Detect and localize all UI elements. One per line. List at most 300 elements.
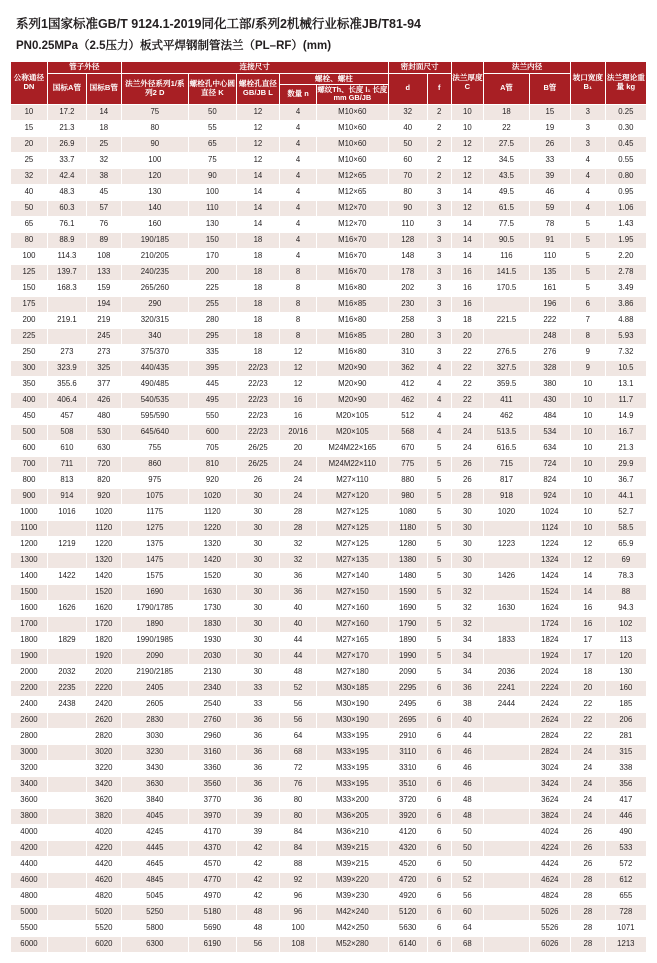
table-cell: 28 — [570, 904, 605, 920]
table-cell: M12×70 — [317, 200, 389, 216]
table-cell: 610 — [47, 440, 86, 456]
table-cell: 4600 — [11, 872, 48, 888]
table-cell: 1520 — [188, 568, 236, 584]
table-cell: 2600 — [11, 712, 48, 728]
table-cell: 3 — [427, 248, 451, 264]
table-cell: 338 — [605, 760, 646, 776]
table-cell: 800 — [11, 472, 48, 488]
table-cell: 1829 — [47, 632, 86, 648]
table-cell: 3030 — [121, 728, 188, 744]
table-row — [11, 696, 647, 712]
table-cell: 46 — [451, 776, 484, 792]
table-cell: 3.86 — [605, 296, 646, 312]
table-cell: 412 — [388, 376, 427, 392]
table-cell: M16×70 — [317, 232, 389, 248]
table-cell: 5 — [570, 248, 605, 264]
table-cell: 1630 — [484, 600, 530, 616]
table-cell: 48 — [280, 664, 317, 680]
table-cell: 17 — [570, 632, 605, 648]
table-cell: 50 — [11, 200, 48, 216]
table-cell: 44 — [280, 632, 317, 648]
table-cell — [484, 808, 530, 824]
table-cell: 3 — [427, 296, 451, 312]
table-cell — [47, 856, 86, 872]
table-cell: 5120 — [388, 904, 427, 920]
table-cell: 36 — [280, 568, 317, 584]
table-cell — [47, 888, 86, 904]
table-cell: 12 — [570, 536, 605, 552]
table-cell: 670 — [388, 440, 427, 456]
table-cell: 813 — [47, 472, 86, 488]
table-cell: 4 — [280, 184, 317, 200]
table-cell: 3970 — [188, 808, 236, 824]
table-cell: 8 — [280, 280, 317, 296]
table-cell: 248 — [529, 328, 570, 344]
table-body — [11, 104, 647, 952]
table-cell: 3920 — [388, 808, 427, 824]
table-cell: M33×195 — [317, 744, 389, 760]
table-cell: M39×220 — [317, 872, 389, 888]
table-cell: 3430 — [121, 760, 188, 776]
table-cell: 2540 — [188, 696, 236, 712]
table-cell: 24 — [280, 456, 317, 472]
table-cell: 196 — [529, 296, 570, 312]
table-cell: 3720 — [388, 792, 427, 808]
table-cell: 3510 — [388, 776, 427, 792]
table-cell: 350 — [11, 376, 48, 392]
table-cell: 335 — [188, 344, 236, 360]
table-cell: 1000 — [11, 504, 48, 520]
table-cell: 1219 — [47, 536, 86, 552]
table-cell: 28 — [570, 872, 605, 888]
table-cell: 1.06 — [605, 200, 646, 216]
table-cell: 40 — [451, 712, 484, 728]
table-cell: 20 — [280, 440, 317, 456]
table-cell: 4370 — [188, 840, 236, 856]
table-cell: 920 — [188, 472, 236, 488]
table-cell: 1180 — [388, 520, 427, 536]
table-cell: 5000 — [11, 904, 48, 920]
table-cell: 30 — [236, 616, 279, 632]
table-row — [11, 120, 647, 136]
table-cell: M27×120 — [317, 488, 389, 504]
table-cell: M42×250 — [317, 920, 389, 936]
table-cell: 1790/1785 — [121, 600, 188, 616]
table-cell: 711 — [47, 456, 86, 472]
table-cell: 1300 — [11, 552, 48, 568]
table-cell: 12 — [236, 120, 279, 136]
table-cell: 30 — [236, 600, 279, 616]
table-cell: 1120 — [86, 520, 121, 536]
table-cell: 185 — [605, 696, 646, 712]
table-cell: 5500 — [11, 920, 48, 936]
table-cell: 56 — [280, 696, 317, 712]
table-cell: 170.5 — [484, 280, 530, 296]
table-cell: M10×60 — [317, 120, 389, 136]
table-row — [11, 168, 647, 184]
table-cell: 14 — [236, 184, 279, 200]
table-cell: 8 — [280, 296, 317, 312]
table-cell: 1920 — [86, 648, 121, 664]
table-cell: 26 — [570, 856, 605, 872]
table-cell: 5 — [427, 632, 451, 648]
table-cell: 4 — [280, 200, 317, 216]
table-cell: 1524 — [529, 584, 570, 600]
table-cell: 480 — [86, 408, 121, 424]
table-cell: 6 — [427, 776, 451, 792]
table-cell: 16 — [280, 408, 317, 424]
table-cell: 6000 — [11, 936, 48, 952]
table-cell: 6 — [427, 888, 451, 904]
table-cell: 32 — [11, 168, 48, 184]
table-cell: 315 — [605, 744, 646, 760]
table-cell: 94.3 — [605, 600, 646, 616]
table-cell: 2200 — [11, 680, 48, 696]
table-cell: 1630 — [188, 584, 236, 600]
table-cell: 10 — [570, 408, 605, 424]
table-cell: 600 — [11, 440, 48, 456]
table-cell: 14 — [451, 184, 484, 200]
table-cell: 30 — [236, 648, 279, 664]
table-cell: 24 — [451, 440, 484, 456]
table-cell: M16×70 — [317, 248, 389, 264]
th-seal-group: 密封面尺寸 — [388, 62, 451, 74]
table-cell: 34.5 — [484, 152, 530, 168]
table-cell: 3624 — [529, 792, 570, 808]
table-cell: 10 — [570, 456, 605, 472]
table-cell: 6190 — [188, 936, 236, 952]
table-cell: 219 — [86, 312, 121, 328]
table-cell: 5 — [427, 584, 451, 600]
table-cell: 22 — [484, 120, 530, 136]
table-cell: 1224 — [529, 536, 570, 552]
table-cell: 16 — [451, 296, 484, 312]
table-cell: 1900 — [11, 648, 48, 664]
table-cell: 65.9 — [605, 536, 646, 552]
table-cell — [484, 824, 530, 840]
table-cell: 110 — [388, 216, 427, 232]
table-cell: 1220 — [188, 520, 236, 536]
table-cell — [47, 744, 86, 760]
table-cell: 4770 — [188, 872, 236, 888]
table-cell: 1890 — [388, 632, 427, 648]
table-cell: 273 — [47, 344, 86, 360]
table-cell: 2.20 — [605, 248, 646, 264]
table-cell: 1024 — [529, 504, 570, 520]
table-row — [11, 552, 647, 568]
table-cell: 3 — [570, 120, 605, 136]
table-cell: 190/185 — [121, 232, 188, 248]
table-cell: 55 — [188, 120, 236, 136]
table-cell — [484, 616, 530, 632]
table-cell: 65 — [11, 216, 48, 232]
table-cell: 359.5 — [484, 376, 530, 392]
table-cell: 128 — [388, 232, 427, 248]
table-cell: 20 — [11, 136, 48, 152]
table-cell: 290 — [121, 296, 188, 312]
table-cell: 595/590 — [121, 408, 188, 424]
table-cell: 18 — [236, 328, 279, 344]
table-cell: 52.7 — [605, 504, 646, 520]
table-cell: 50 — [451, 824, 484, 840]
table-cell: 10 — [11, 104, 48, 120]
table-cell: 2090 — [388, 664, 427, 680]
table-cell: 22 — [451, 376, 484, 392]
table-cell: 26.9 — [47, 136, 86, 152]
table-cell: 14 — [451, 216, 484, 232]
table-cell: 72 — [280, 760, 317, 776]
table-row — [11, 888, 647, 904]
table-cell: 20 — [451, 328, 484, 344]
table-cell: 5 — [427, 536, 451, 552]
table-cell: 44 — [280, 648, 317, 664]
table-cell: 5250 — [121, 904, 188, 920]
table-cell: 3420 — [86, 776, 121, 792]
table-cell — [47, 648, 86, 664]
table-cell: 22/23 — [236, 360, 279, 376]
table-cell: 1375 — [121, 536, 188, 552]
table-cell: 900 — [11, 488, 48, 504]
table-cell: 48.3 — [47, 184, 86, 200]
table-cell: 5 — [427, 600, 451, 616]
table-cell: 200 — [11, 312, 48, 328]
table-cell: 280 — [388, 328, 427, 344]
table-cell: 46 — [451, 744, 484, 760]
table-row — [11, 904, 647, 920]
table-cell: 250 — [11, 344, 48, 360]
table-cell: 2030 — [188, 648, 236, 664]
table-cell: 24 — [570, 808, 605, 824]
table-cell: 3630 — [121, 776, 188, 792]
table-cell: 91 — [529, 232, 570, 248]
table-cell: 22 — [570, 696, 605, 712]
table-cell: 255 — [188, 296, 236, 312]
table-cell: 276.5 — [484, 344, 530, 360]
table-cell: 2.78 — [605, 264, 646, 280]
table-cell: 1200 — [11, 536, 48, 552]
table-cell: 340 — [121, 328, 188, 344]
table-cell: 5 — [427, 456, 451, 472]
table-cell: 14 — [451, 232, 484, 248]
table-cell: 4 — [427, 408, 451, 424]
table-cell: 10 — [451, 104, 484, 120]
table-cell: 50 — [188, 104, 236, 120]
table-cell: M27×125 — [317, 536, 389, 552]
table-row — [11, 360, 647, 376]
table-cell: 775 — [388, 456, 427, 472]
table-cell: 8 — [570, 328, 605, 344]
table-cell: 56 — [236, 936, 279, 952]
table-cell: 4220 — [86, 840, 121, 856]
table-cell — [47, 872, 86, 888]
table-cell: 4 — [280, 216, 317, 232]
table-cell: 12 — [451, 152, 484, 168]
table-cell: 0.80 — [605, 168, 646, 184]
table-cell: 113 — [605, 632, 646, 648]
table-cell: 80 — [121, 120, 188, 136]
table-cell: 75 — [188, 152, 236, 168]
table-cell: 44.1 — [605, 488, 646, 504]
table-cell: 30 — [236, 632, 279, 648]
table-cell — [47, 776, 86, 792]
table-cell: 655 — [605, 888, 646, 904]
table-cell: 89 — [86, 232, 121, 248]
th-bolt-thread: 螺纹Th、长度 l₁ 长度mm GB/JB — [317, 85, 388, 103]
table-cell: 0.95 — [605, 184, 646, 200]
table-cell — [484, 552, 530, 568]
table-cell: 3 — [427, 184, 451, 200]
table-cell: 16 — [451, 280, 484, 296]
th-inner-a: A管 — [484, 73, 530, 104]
table-cell: 5 — [427, 616, 451, 632]
table-cell: 705 — [188, 440, 236, 456]
table-cell: 33.7 — [47, 152, 86, 168]
table-cell: 1600 — [11, 600, 48, 616]
table-cell: 1.43 — [605, 216, 646, 232]
table-cell: 78 — [529, 216, 570, 232]
table-cell: 728 — [605, 904, 646, 920]
table-cell: 4624 — [529, 872, 570, 888]
table-cell: 125 — [11, 264, 48, 280]
table-cell: 4845 — [121, 872, 188, 888]
table-cell: 24 — [280, 472, 317, 488]
table-cell: 2032 — [47, 664, 86, 680]
table-cell: 4824 — [529, 888, 570, 904]
table-cell: 16 — [570, 616, 605, 632]
table-cell: 12 — [280, 344, 317, 360]
table-cell: 1120 — [188, 504, 236, 520]
table-cell: 1223 — [484, 536, 530, 552]
table-cell: 90 — [188, 168, 236, 184]
table-cell: 18 — [451, 312, 484, 328]
table-cell: 18 — [236, 280, 279, 296]
table-cell: 1071 — [605, 920, 646, 936]
table-cell: 120 — [121, 168, 188, 184]
table-cell: 10.5 — [605, 360, 646, 376]
table-cell: 1800 — [11, 632, 48, 648]
table-cell: 1700 — [11, 616, 48, 632]
table-cell: 2090 — [121, 648, 188, 664]
table-row — [11, 920, 647, 936]
th-bolt-count: 数量 n — [280, 85, 317, 105]
table-cell: 1590 — [388, 584, 427, 600]
table-cell: 3840 — [121, 792, 188, 808]
table-cell: 130 — [605, 664, 646, 680]
table-cell: 33 — [236, 680, 279, 696]
table-cell: 3 — [427, 200, 451, 216]
table-cell: 36 — [236, 760, 279, 776]
table-cell: 310 — [388, 344, 427, 360]
table-cell: 19 — [529, 120, 570, 136]
table-cell: 36 — [451, 680, 484, 696]
table-cell: 38 — [451, 696, 484, 712]
table-cell: 2220 — [86, 680, 121, 696]
table-cell: 2438 — [47, 696, 86, 712]
table-cell: 395 — [188, 360, 236, 376]
table-cell: 2820 — [86, 728, 121, 744]
table-cell: 1724 — [529, 616, 570, 632]
table-cell: 200 — [188, 264, 236, 280]
table-cell: 8 — [280, 264, 317, 280]
table-cell: 450 — [11, 408, 48, 424]
table-row — [11, 248, 647, 264]
table-cell: 5.93 — [605, 328, 646, 344]
table-cell: 64 — [451, 920, 484, 936]
table-cell: 4 — [280, 104, 317, 120]
table-cell: 273 — [86, 344, 121, 360]
table-cell: M10×60 — [317, 152, 389, 168]
table-cell: 56 — [451, 888, 484, 904]
table-cell: M39×215 — [317, 840, 389, 856]
table-cell: 160 — [121, 216, 188, 232]
table-cell: 700 — [11, 456, 48, 472]
table-cell: 61.5 — [484, 200, 530, 216]
table-cell: 550 — [188, 408, 236, 424]
table-cell: 1280 — [388, 536, 427, 552]
table-cell: 5 — [427, 488, 451, 504]
table-cell: 42 — [236, 888, 279, 904]
table-cell: 60 — [388, 152, 427, 168]
table-cell: 824 — [529, 472, 570, 488]
table-cell: 1420 — [86, 568, 121, 584]
table-cell: 28 — [570, 888, 605, 904]
table-cell: 75 — [121, 104, 188, 120]
table-cell: 1833 — [484, 632, 530, 648]
table-cell: 362 — [388, 360, 427, 376]
table-cell: 3 — [570, 104, 605, 120]
table-cell: 18 — [236, 344, 279, 360]
table-row — [11, 856, 647, 872]
table-cell: 36 — [236, 712, 279, 728]
table-cell: 4024 — [529, 824, 570, 840]
table-cell: 77.5 — [484, 216, 530, 232]
table-cell: M27×170 — [317, 648, 389, 664]
table-cell: 150 — [11, 280, 48, 296]
table-cell — [47, 904, 86, 920]
table-cell: M10×60 — [317, 104, 389, 120]
table-cell: 645/640 — [121, 424, 188, 440]
table-cell: 3 — [570, 136, 605, 152]
table-cell: 14.9 — [605, 408, 646, 424]
table-cell: 16 — [280, 392, 317, 408]
table-cell: 5 — [427, 520, 451, 536]
table-cell: 3424 — [529, 776, 570, 792]
table-cell: 96 — [280, 888, 317, 904]
table-cell: 5 — [427, 440, 451, 456]
table-cell: 22/23 — [236, 376, 279, 392]
table-cell: 1400 — [11, 568, 48, 584]
table-cell: 2000 — [11, 664, 48, 680]
table-cell: 513.5 — [484, 424, 530, 440]
table-cell: 2241 — [484, 680, 530, 696]
table-cell: 133 — [86, 264, 121, 280]
table-cell: 80 — [280, 792, 317, 808]
table-cell — [484, 872, 530, 888]
table-row — [11, 392, 647, 408]
table-row — [11, 136, 647, 152]
table-cell: 78.3 — [605, 568, 646, 584]
table-cell: 38 — [86, 168, 121, 184]
table-cell: 1020 — [484, 504, 530, 520]
table-row — [11, 152, 647, 168]
table-row — [11, 632, 647, 648]
table-row — [11, 680, 647, 696]
table-cell: 634 — [529, 440, 570, 456]
table-cell: 445 — [188, 376, 236, 392]
table-row — [11, 200, 647, 216]
table-row — [11, 376, 647, 392]
table-cell: 355.6 — [47, 376, 86, 392]
